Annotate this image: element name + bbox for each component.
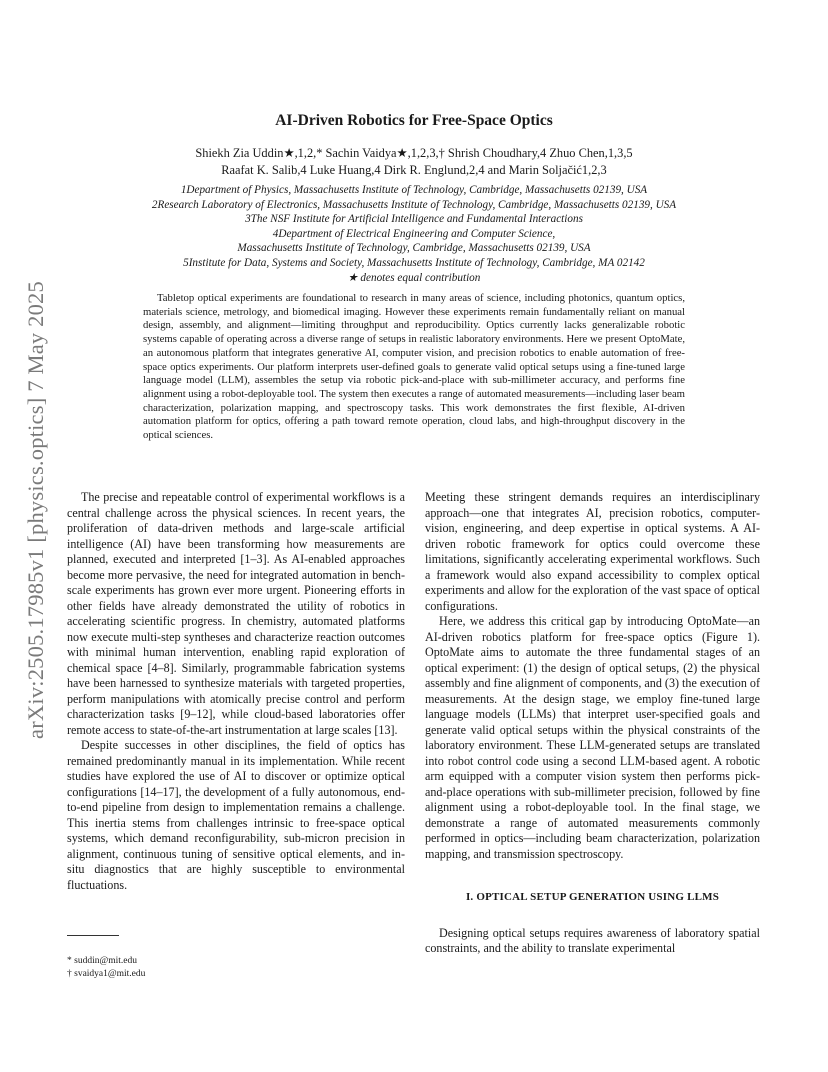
author-line-2: Raafat K. Salib,4 Luke Huang,4 Dirk R. Englund,2,4 and Marin Soljačić1,2,3 (221, 163, 607, 177)
affiliation-5: 5Institute for Data, Systems and Society, Massachusetts Institute of Technology, Cambridge, MA 02142 (183, 256, 645, 269)
abstract (143, 292, 685, 443)
footnote-rule (67, 935, 119, 936)
left-column (67, 490, 405, 893)
footnotes (67, 955, 145, 981)
affiliation-1: 1Department of Physics, Massachusetts Institute of Technology, Cambridge, Massachusetts 02139, USA (180, 184, 648, 196)
arxiv-id-text: arXiv:2505.17985v1 [physics.optics] 7 May 2025 (23, 281, 48, 739)
paragraph-section-1: Designing optical setups requires awareness of laboratory spatial constraints, and the ability to translate experimental (425, 925, 760, 955)
affiliations (0, 183, 828, 285)
affiliation-4: 4Department of Electrical Engineering and Computer Science, (272, 227, 556, 240)
author-list (0, 145, 828, 179)
paragraph-intro-3: Meeting these stringent demands requires an interdisciplinary approach—one that integrates AI, precision robotics, computer-vision, engineering, and deep expertise in optical systems. A AI-driven robotic framework for optics could overcome these limitations, significantly accelerating experimental workflows. Such a framework would also expand accessibility to complex optical experiments and allow for the exploration of the vast space of optical configurations. (425, 490, 760, 613)
paper-title: AI-Driven Robotics for Free-Space Optics (275, 112, 553, 129)
right-column (425, 490, 760, 957)
paragraph-intro-4: Here, we address this critical gap by introducing OptoMate—an AI-driven robotics platform for free-space optics (Figure 1). OptoMate aims to automate the three fundamental stages of an optical experiment: (1) the design of optical setups, (2) the physical assembly and fine alignment of components, and (3) the execution of measurements. At the design stage, we employ fine-tuned large language models (LLMs) that interpret user-specified goals and generate valid optical setups within the physical constraints of the laboratory environment. These LLM-generated setups are translated into robot control code using a second LLM-based agent. A robotic arm equipped with a computer vision system then performs pick-and-place operations with sub-millimeter precision, followed by fine alignment using a robot-deployable tool. In the final stage, we demonstrate a range of automated measurements commonly performed in optics—including beam characterization, polarization mapping, and transmission spectroscopy. (425, 614, 760, 861)
affiliation-4-cont: Massachusetts Institute of Technology, Cambridge, Massachusetts 02139, USA (237, 242, 591, 255)
paragraph-intro-2: Despite successes in other disciplines, the field of optics has remained predominantly manual in its implementation. While recent studies have explored the use of AI to discover or optimize optical configurations [14–17], the development of a fully autonomous, end-to-end pipeline from design to implementation remains a challenge. This inertia stems from challenges intrinsic to free-space optical systems, which demand reconfigurability, sub-micron precision in alignment, continuous tuning of sensitive optical elements, and in-situ diagnostics that are highly susceptible to environmental fluctuations. (67, 738, 405, 892)
equal-contribution-note: ★ denotes equal contribution (347, 271, 481, 284)
affiliation-2: 2Research Laboratory of Electronics, Massachusetts Institute of Technology, Cambridge, Massachusetts 02139, USA (151, 198, 677, 211)
affiliation-3: 3The NSF Institute for Artificial Intelligence and Fundamental Interactions (245, 213, 583, 226)
arxiv-sidebar-stamp (18, 260, 54, 760)
footnote-email-1: * suddin@mit.edu (67, 956, 137, 966)
paragraph-intro-1: The precise and repeatable control of experimental workflows is a central challenge across the physical sciences. In recent years, the proliferation of data-driven methods and large-scale artificial intelligence (AI) have been transforming how measurements are planned, executed and interpreted [1–3]. As AI-enabled approaches become more pervasive, the need for integrated automation in bench-scale experiments has grown ever more urgent. Pioneering efforts in other fields have already demonstrated the utility of robotics in accelerating scientific progress. In chemistry, automated platforms now execute multi-step syntheses and characterize reaction outcomes with minimal human intervention, enabling rapid exploration of chemical space [4–8]. Similarly, programmable fabrication systems have been harnessed to synthesize materials with targeted properties, perform manipulations with atomically precise control and perform characterization tasks [9–12], while cloud-based laboratories offer remote access to state-of-the-art instrumentation at large scales [13]. (67, 490, 405, 737)
section-heading: I. OPTICAL SETUP GENERATION USING LLMS (465, 891, 720, 903)
author-line-1: Shiekh Zia Uddin★,1,2,* Sachin Vaidya★,1,2,3,† Shrish Choudhary,4 Zhuo Chen,1,3,5 (195, 146, 633, 160)
footnote-email-2: † svaidya1@mit.edu (67, 969, 146, 979)
abstract-text: Tabletop optical experiments are foundational to research in many areas of science, including photonics, quantum optics, materials science, metrology, and biomedical imaging. However these experiments remain fundamentally reliant on manual design, assembly, and alignment—limiting throughput and reproducibility. Optics currently lacks generalizable robotic systems capable of operating across a diverse range of setups in realistic laboratory environments. Here we present OptoMate, an autonomous platform that integrates generative AI, computer vision, and precision robotics to enable automation of free-space optics experiments. Our platform interprets user-defined goals to generate valid optical setups using a fine-tuned large language model (LLM), assembles the setup via robotic pick-and-place with sub-millimeter accuracy, and performs fine alignment using a robot-deployable tool. The system then executes a range of automated measurements—including laser beam characterization, polarization mapping, and spectroscopy tasks. This work demonstrates the first flexible, AI-driven automation platform for optics, offering a path toward remote operation, cloud labs, and high-throughput discovery in the optical sciences. (143, 292, 685, 442)
